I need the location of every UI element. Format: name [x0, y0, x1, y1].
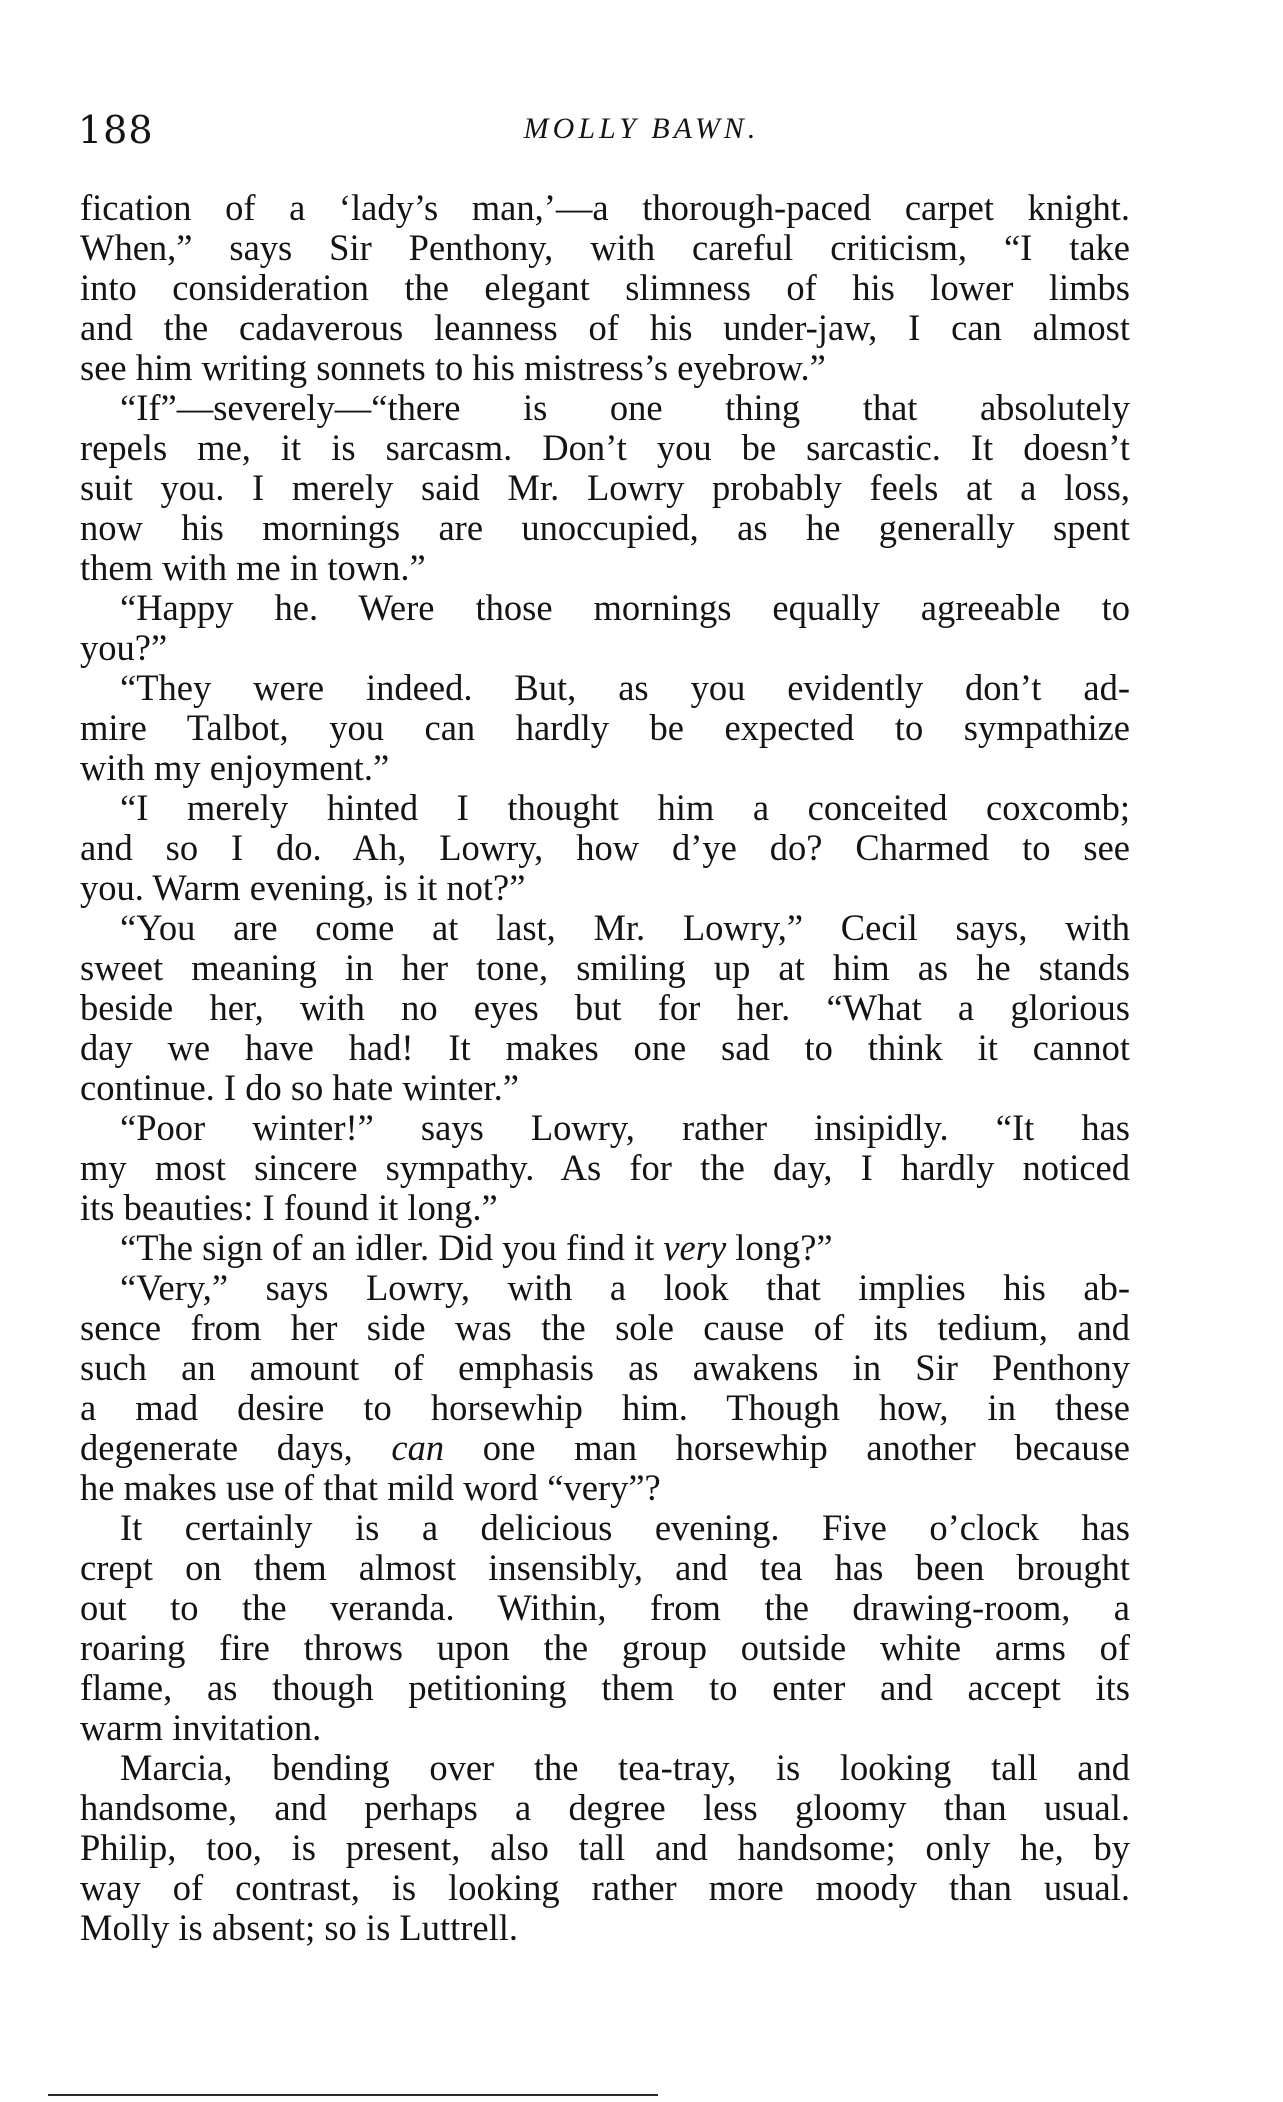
text-line: “They were indeed. But, as you evidently don’t ad-: [120, 667, 1130, 708]
text-line: its beauties: I found it long.”: [80, 1187, 498, 1228]
text-line: suit you. I merely said Mr. Lowry probably feels at a loss,: [80, 467, 1130, 508]
text-line: fication of a ‘lady’s man,’—a thorough-paced carpet knight.: [80, 187, 1130, 228]
text-line: “Very,” says Lowry, with a look that implies his ab-: [120, 1267, 1130, 1308]
text-line: beside her, with no eyes but for her. “What a glorious: [80, 987, 1130, 1028]
text-line: Philip, too, is present, also tall and handsome; only he, by: [80, 1827, 1130, 1868]
text-line: way of contrast, is looking rather more moody than usual.: [80, 1867, 1130, 1908]
text-line: mire Talbot, you can hardly be expected to sympathize: [80, 707, 1130, 748]
text-line: Molly is absent; so is Luttrell.: [80, 1907, 518, 1948]
text-line: he makes use of that mild word “very”?: [80, 1467, 661, 1508]
text-line: warm invitation.: [80, 1707, 322, 1748]
text-line: day we have had! It makes one sad to think it cannot: [80, 1027, 1130, 1068]
text-line: flame, as though petitioning them to enter and accept its: [80, 1667, 1130, 1708]
text-line: sence from her side was the sole cause of its tedium, and: [80, 1307, 1130, 1348]
text-line: you. Warm evening, is it not?”: [80, 867, 526, 908]
text-line: and so I do. Ah, Lowry, how d’ye do? Charmed to see: [80, 827, 1130, 868]
bottom-rule: [48, 2094, 658, 2096]
text-line: When,” says Sir Penthony, with careful criticism, “I take: [80, 227, 1130, 268]
emphasis: can: [391, 1427, 445, 1468]
body-text: [80, 188, 1130, 1948]
text-line: It certainly is a delicious evening. Five o’clock has: [120, 1507, 1130, 1548]
text-line: sweet meaning in her tone, smiling up at him as he stands: [80, 947, 1130, 988]
text-line: continue. I do so hate winter.”: [80, 1067, 519, 1108]
text-line: handsome, and perhaps a degree less gloomy than usual.: [80, 1787, 1130, 1828]
text-line: you?”: [80, 627, 168, 668]
text-line: a mad desire to horsewhip him. Though how, in these: [80, 1387, 1130, 1428]
text-line: such an amount of emphasis as awakens in Sir Penthony: [80, 1347, 1130, 1388]
text-line: out to the veranda. Within, from the drawing-room, a: [80, 1587, 1130, 1628]
text-line: “Poor winter!” says Lowry, rather insipidly. “It has: [120, 1107, 1130, 1148]
text-line: “I merely hinted I thought him a conceited coxcomb;: [120, 787, 1130, 828]
text-line: them with me in town.”: [80, 547, 426, 588]
text-line: now his mornings are unoccupied, as he generally spent: [80, 507, 1130, 548]
text-line: “You are come at last, Mr. Lowry,” Cecil says, with: [120, 907, 1130, 948]
text-line: my most sincere sympathy. As for the day, I hardly noticed: [80, 1147, 1130, 1188]
emphasis: very: [663, 1227, 727, 1268]
text-line: and the cadaverous leanness of his under-jaw, I can almost: [80, 307, 1130, 348]
page-number: 188: [78, 108, 154, 152]
running-head: MOLLY BAWN.: [523, 112, 760, 145]
text-line: into consideration the elegant slimness of his lower limbs: [80, 267, 1130, 308]
text-line: Marcia, bending over the tea-tray, is looking tall and: [120, 1747, 1130, 1788]
text-line: “Happy he. Were those mornings equally agreeable to: [120, 587, 1130, 628]
text-line: “The sign of an idler. Did you find it very long?”: [120, 1227, 833, 1268]
text-line: crept on them almost insensibly, and tea has been brought: [80, 1547, 1130, 1588]
text-line: see him writing sonnets to his mistress’s eyebrow.”: [80, 347, 826, 388]
text-line: roaring fire throws upon the group outside white arms of: [80, 1627, 1130, 1668]
text-line: “If”—severely—“there is one thing that absolutely: [120, 387, 1130, 428]
text-line: repels me, it is sarcasm. Don’t you be sarcastic. It doesn’t: [80, 427, 1130, 468]
text-line: degenerate days, can one man horsewhip another because: [80, 1427, 1131, 1468]
text-line: with my enjoyment.”: [80, 747, 390, 788]
